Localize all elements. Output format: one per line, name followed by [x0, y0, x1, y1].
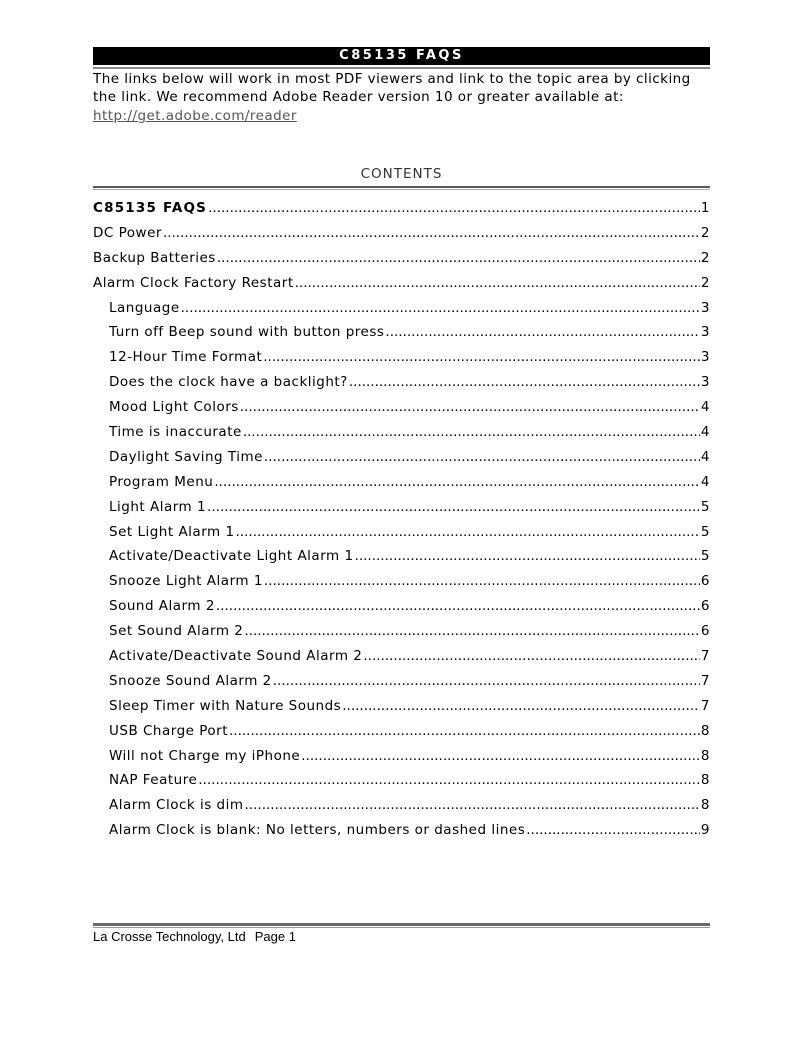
toc-entry-page: 5 [700, 523, 710, 540]
toc-leader [295, 275, 700, 291]
toc-entry[interactable] [93, 822, 710, 847]
toc-leader [181, 300, 700, 316]
toc-entry-page: 4 [700, 473, 710, 490]
toc-leader [263, 349, 700, 365]
footer-page-number: Page 1 [254, 929, 296, 944]
toc-entry-page: 9 [700, 822, 710, 839]
toc-entry-label: Language [109, 299, 180, 316]
toc-entry-label: Activate/Deactivate Light Alarm 1 [109, 548, 354, 565]
toc-leader [244, 623, 700, 639]
toc-leader [208, 200, 700, 216]
toc-leader [240, 399, 700, 415]
toc-entry[interactable] [93, 349, 710, 374]
toc-entry-label: Snooze Sound Alarm 2 [109, 672, 272, 689]
intro-text: The links below will work in most PDF viewers and link to the topic area by clicking the link. We recommend Adobe Reader version 10 or greater available at: [93, 71, 691, 105]
toc-entry-label: 12-Hour Time Format [109, 349, 263, 366]
toc-entry-label: Turn off Beep sound with button press [109, 324, 385, 341]
toc-entry[interactable] [93, 324, 710, 349]
toc-entry-label: Sleep Timer with Nature Sounds [109, 697, 342, 714]
toc-entry[interactable] [93, 524, 710, 549]
contents-heading: CONTENTS [360, 166, 443, 182]
toc-entry[interactable] [93, 300, 710, 325]
toc-leader [264, 573, 700, 589]
toc-entry-label: Light Alarm 1 [109, 498, 207, 515]
toc-entry-label: Does the clock have a backlight? [109, 374, 348, 391]
toc-entry[interactable] [93, 723, 710, 748]
toc-entry-label: Snooze Light Alarm 1 [109, 573, 263, 590]
toc-entry[interactable] [93, 225, 710, 250]
title-divider [93, 67, 710, 69]
page-footer [93, 929, 296, 944]
toc-entry[interactable] [93, 548, 710, 573]
toc-entry[interactable] [93, 772, 710, 797]
toc-leader [264, 449, 700, 465]
toc-entry-page: 4 [700, 424, 710, 441]
toc-entry[interactable] [93, 673, 710, 698]
toc-leader [236, 524, 700, 540]
toc-leader [349, 374, 700, 390]
toc-entry[interactable] [93, 573, 710, 598]
toc-entry-page: 2 [700, 249, 710, 266]
toc-entry[interactable] [93, 449, 710, 474]
intro-paragraph [93, 70, 710, 125]
contents-divider-top [93, 186, 710, 188]
table-of-contents [93, 200, 710, 847]
toc-leader [363, 648, 700, 664]
toc-entry-label: Alarm Clock is blank: No letters, numbers or dashed lines [109, 822, 526, 839]
toc-entry[interactable] [93, 698, 710, 723]
toc-entry[interactable] [93, 598, 710, 623]
toc-leader [207, 499, 700, 515]
toc-entry-page: 7 [700, 648, 710, 665]
toc-entry-label: Activate/Deactivate Sound Alarm 2 [109, 648, 363, 665]
toc-leader [243, 424, 700, 440]
toc-leader [216, 598, 700, 614]
toc-entry-label: Backup Batteries [93, 249, 216, 266]
toc-entry[interactable] [93, 499, 710, 524]
toc-entry-page: 5 [700, 498, 710, 515]
toc-entry-page: 7 [700, 672, 710, 689]
toc-entry-page: 2 [700, 274, 710, 291]
toc-entry-label: Program Menu [109, 473, 214, 490]
toc-entry-page: 3 [700, 299, 710, 316]
toc-leader [217, 250, 700, 266]
toc-entry-page: 7 [700, 697, 710, 714]
toc-entry-page: 3 [700, 374, 710, 391]
toc-entry[interactable] [93, 200, 710, 225]
toc-entry-page: 6 [700, 598, 710, 615]
toc-entry[interactable] [93, 474, 710, 499]
toc-entry-label: Time is inaccurate [109, 424, 242, 441]
toc-entry[interactable] [93, 374, 710, 399]
toc-leader [229, 723, 700, 739]
footer-divider-top [93, 923, 710, 926]
toc-entry-page: 4 [700, 448, 710, 465]
toc-entry-page: 8 [700, 772, 710, 789]
toc-entry[interactable] [93, 399, 710, 424]
toc-entry-page: 8 [700, 797, 710, 814]
toc-entry[interactable] [93, 275, 710, 300]
toc-leader [273, 673, 700, 689]
toc-entry[interactable] [93, 424, 710, 449]
toc-entry-label: NAP Feature [109, 772, 198, 789]
toc-entry[interactable] [93, 648, 710, 673]
toc-entry-label: Sound Alarm 2 [109, 598, 215, 615]
contents-divider-bottom [93, 189, 710, 190]
toc-entry-page: 4 [700, 399, 710, 416]
toc-entry-label: Daylight Saving Time [109, 448, 263, 465]
toc-entry-page: 3 [700, 324, 710, 341]
toc-entry-label: C85135 FAQS [93, 200, 208, 216]
toc-entry-page: 2 [700, 224, 710, 241]
toc-entry-label: USB Charge Port [109, 722, 229, 739]
page-title: C85135 FAQS [93, 47, 710, 65]
toc-leader [385, 324, 699, 340]
toc-entry-label: DC Power [93, 224, 162, 241]
toc-entry-label: Alarm Clock Factory Restart [93, 274, 294, 291]
toc-leader [214, 474, 700, 490]
toc-leader [245, 797, 700, 813]
footer-company: La Crosse Technology, Ltd [93, 929, 246, 944]
toc-entry[interactable] [93, 250, 710, 275]
toc-entry-page: 5 [700, 548, 710, 565]
toc-entry-label: Mood Light Colors [109, 399, 239, 416]
toc-leader [526, 822, 700, 838]
adobe-reader-link[interactable]: http://get.adobe.com/reader [93, 108, 297, 124]
toc-leader [342, 698, 700, 714]
toc-entry[interactable] [93, 623, 710, 648]
toc-entry[interactable] [93, 797, 710, 822]
toc-entry-page: 1 [700, 200, 710, 216]
toc-leader [198, 772, 700, 788]
toc-entry-page: 6 [700, 573, 710, 590]
toc-entry-label: Set Sound Alarm 2 [109, 623, 244, 640]
toc-leader [163, 225, 700, 241]
toc-entry-label: Set Light Alarm 1 [109, 523, 235, 540]
toc-leader [301, 748, 700, 764]
toc-leader [355, 548, 700, 564]
toc-entry-page: 8 [700, 747, 710, 764]
toc-entry-label: Alarm Clock is dim [109, 797, 244, 814]
toc-entry-page: 3 [700, 349, 710, 366]
toc-entry-page: 8 [700, 722, 710, 739]
toc-entry[interactable] [93, 748, 710, 773]
toc-entry-label: Will not Charge my iPhone [109, 747, 301, 764]
footer-divider-bottom [93, 927, 710, 928]
toc-entry-page: 6 [700, 623, 710, 640]
